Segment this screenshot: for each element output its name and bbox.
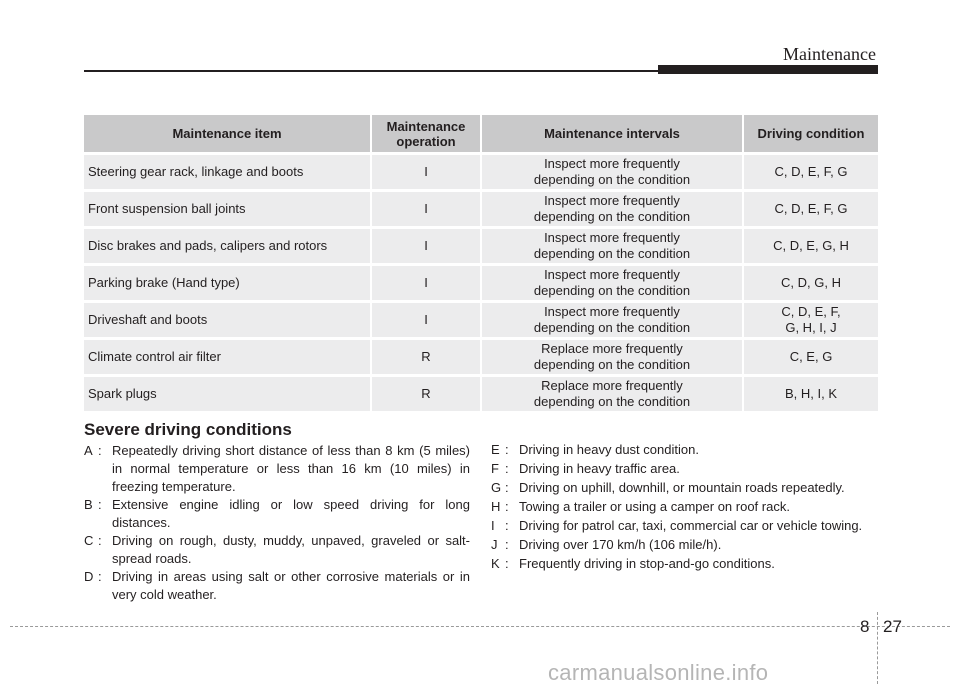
operation-cell: I xyxy=(370,155,480,189)
condition-item: J : Driving over 170 km/h (106 mile/h). xyxy=(491,537,722,552)
condition-cell: C, D, E, F, G xyxy=(742,192,878,226)
table-row xyxy=(84,303,878,337)
column-header-condition: Driving condition xyxy=(742,115,878,152)
footer-page-divider xyxy=(877,612,878,684)
intervals-cell: Inspect more frequently depending on the condition xyxy=(480,155,742,189)
table-row xyxy=(84,229,878,263)
condition-item: G : Driving on uphill, downhill, or mountain roads repeatedly. xyxy=(491,480,845,495)
intervals-cell: Replace more frequently depending on the condition xyxy=(480,340,742,374)
header-rule-accent xyxy=(658,65,878,74)
condition-item: K : Frequently driving in stop-and-go conditions. xyxy=(491,556,775,571)
page-number: 27 xyxy=(883,617,902,636)
operation-cell: I xyxy=(370,229,480,263)
header-rule xyxy=(84,70,664,72)
intervals-cell: Inspect more frequently depending on the condition xyxy=(480,303,742,337)
intervals-cell: Inspect more frequently depending on the condition xyxy=(480,229,742,263)
table-header-row xyxy=(84,115,878,152)
section-number: 8 xyxy=(860,617,870,636)
table-row xyxy=(84,155,878,189)
intervals-cell: Inspect more frequently depending on the condition xyxy=(480,266,742,300)
item-cell: Parking brake (Hand type) xyxy=(84,266,370,300)
condition-cell: C, D, E, F, G, H, I, J xyxy=(742,303,878,337)
item-cell: Front suspension ball joints xyxy=(84,192,370,226)
condition-item: F : Driving in heavy traffic area. xyxy=(491,461,680,476)
item-cell: Steering gear rack, linkage and boots xyxy=(84,155,370,189)
condition-cell: B, H, I, K xyxy=(742,377,878,411)
item-cell: Climate control air filter xyxy=(84,340,370,374)
footer-divider xyxy=(10,626,950,627)
page-header-title: Maintenance xyxy=(783,44,876,64)
column-header-intervals: Maintenance intervals xyxy=(480,115,742,152)
condition-item: A : Repeatedly driving short distance of less than 8 km (5 miles) in normal temperature or less than 16 km (10 miles) in freezing temperature. xyxy=(84,443,470,494)
conditions-list-left xyxy=(84,442,470,604)
watermark: carmanualsonline.info xyxy=(548,660,769,685)
condition-item: B : Extensive engine idling or low speed driving for long distances. xyxy=(84,497,470,530)
condition-item: E : Driving in heavy dust condition. xyxy=(491,442,699,457)
operation-cell: R xyxy=(370,377,480,411)
intervals-cell: Inspect more frequently depending on the condition xyxy=(480,192,742,226)
table-row xyxy=(84,377,878,411)
table-row xyxy=(84,266,878,300)
condition-item: D : Driving in areas using salt or other corrosive materials or in very cold weather. xyxy=(84,569,470,602)
condition-item: C : Driving on rough, dusty, muddy, unpaved, graveled or salt-spread roads. xyxy=(84,533,470,566)
column-header-operation: Maintenance operation xyxy=(370,115,480,152)
condition-cell: C, D, G, H xyxy=(742,266,878,300)
condition-item: H : Towing a trailer or using a camper on roof rack. xyxy=(491,499,790,514)
conditions-list-right xyxy=(491,440,891,573)
intervals-cell: Replace more frequently depending on the condition xyxy=(480,377,742,411)
operation-cell: R xyxy=(370,340,480,374)
item-cell: Disc brakes and pads, calipers and rotors xyxy=(84,229,370,263)
operation-cell: I xyxy=(370,192,480,226)
item-cell: Spark plugs xyxy=(84,377,370,411)
severe-conditions-title: Severe driving conditions xyxy=(84,420,292,439)
condition-item: I : Driving for patrol car, taxi, commercial car or vehicle towing. xyxy=(491,518,863,533)
maintenance-table xyxy=(84,112,878,414)
condition-cell: C, E, G xyxy=(742,340,878,374)
table-row xyxy=(84,340,878,374)
operation-cell: I xyxy=(370,266,480,300)
condition-cell: C, D, E, G, H xyxy=(742,229,878,263)
operation-cell: I xyxy=(370,303,480,337)
column-header-item: Maintenance item xyxy=(84,115,370,152)
table-row xyxy=(84,192,878,226)
item-cell: Driveshaft and boots xyxy=(84,303,370,337)
condition-cell: C, D, E, F, G xyxy=(742,155,878,189)
